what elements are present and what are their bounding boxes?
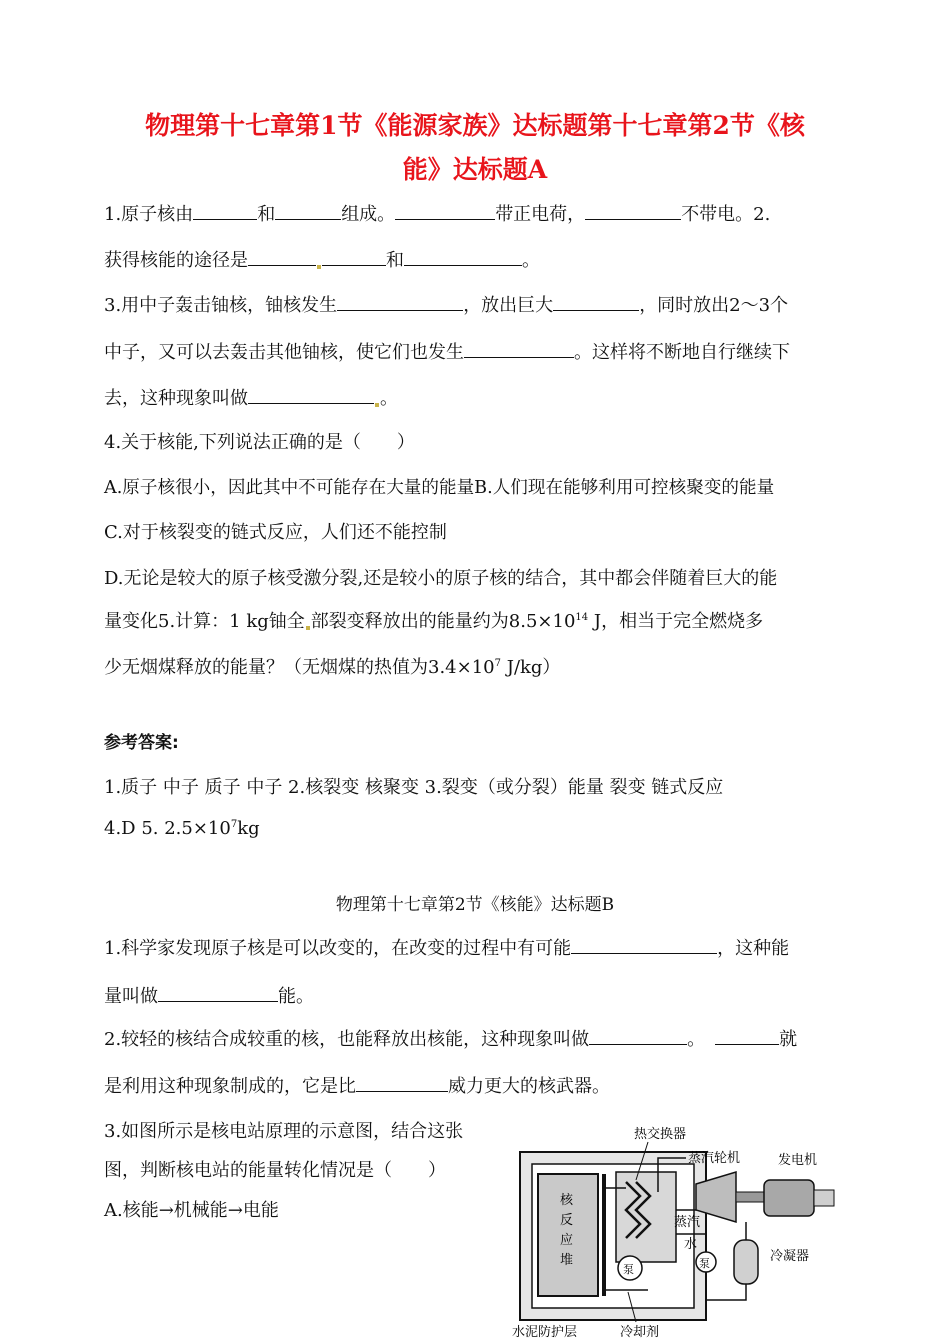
turbine-shaft bbox=[736, 1192, 766, 1202]
question-3-line-3: 去，这种现象叫做 。 bbox=[104, 388, 398, 409]
question-3-line-2: 中子，又可以去轰击其他铀核，使它们也发生 。这样将不断地自行继续下 bbox=[104, 342, 790, 363]
section-b-title: 物理第十七章第2节《核能》达标题B bbox=[335, 895, 615, 915]
generator-end bbox=[814, 1190, 834, 1206]
question-b2: 2.较轻的核结合成较重的核，也能释放出核能，这种现象叫做 。 就 bbox=[104, 1029, 798, 1050]
label-water: 水 bbox=[684, 1237, 698, 1252]
heat-exchanger-body bbox=[616, 1172, 676, 1262]
question-b3-option-a: A.核能→机械能→电能 bbox=[104, 1200, 279, 1221]
label-reactor-2: 反 bbox=[560, 1213, 574, 1228]
answers-line-1: 1.质子 中子 质子 中子 2.核裂变 核聚变 3.裂变（或分裂）能量 裂变 链式反应 bbox=[104, 777, 724, 798]
label-heat-exchanger: 热交换器 bbox=[634, 1127, 687, 1142]
answers-heading: 参考答案: bbox=[104, 733, 179, 753]
question-5-line-2: 少无烟煤释放的能量？（无烟煤的热值为$3.4\times 10^7$ J/kg） bbox=[104, 657, 561, 678]
label-condenser: 冷凝器 bbox=[770, 1249, 810, 1264]
question-1: 1.原子核由 和 组成。 带正电荷， 不带电。2. bbox=[104, 204, 771, 225]
answers-line-2: 4.D 5. $2.5\times 10^7kg$ bbox=[104, 818, 260, 839]
document-title bbox=[100, 104, 850, 192]
title-line-2: 能》达标题A bbox=[402, 155, 548, 184]
question-3: 3.用中子轰击铀核，铀核发生 ，放出巨大 ，同时放出2～3个 bbox=[104, 295, 789, 316]
label-coolant: 冷却剂 bbox=[620, 1325, 660, 1340]
label-reactor-1: 核 bbox=[560, 1193, 574, 1208]
label-steam: 蒸汽 bbox=[674, 1215, 701, 1230]
question-b3: 3.如图所示是核电站原理的示意图，结合这张 bbox=[104, 1121, 464, 1142]
title-line-1: 物理第十七章第1节《能源家族》达标题第十七章第2节《核 bbox=[145, 111, 805, 140]
condenser bbox=[734, 1240, 758, 1284]
label-reactor-4: 堆 bbox=[560, 1253, 574, 1268]
question-5: 量变化5.计算：1 kg铀全 部裂变释放出的能量约为$8.5\times 10^{14}$ J，相当于完全燃烧多 bbox=[104, 611, 764, 632]
label-reactor-3: 应 bbox=[560, 1233, 574, 1248]
question-4-stem: 4.关于核能,下列说法正确的是（ ） bbox=[104, 432, 415, 453]
question-b1-line-2: 量叫做 能。 bbox=[104, 986, 314, 1007]
nuclear-plant-diagram bbox=[508, 1122, 848, 1340]
generator-body bbox=[764, 1180, 814, 1216]
label-pump-water: 泵 bbox=[699, 1257, 710, 1270]
label-generator: 发电机 bbox=[778, 1153, 818, 1168]
question-4-options-ab: A.原子核很小，因此其中不可能存在大量的能量B.人们现在能够利用可控核聚变的能量 bbox=[104, 478, 775, 498]
question-b1: 1.科学家发现原子核是可以改变的，在改变的过程中有可能 ，这种能 bbox=[104, 938, 790, 959]
label-shield: 水泥防护层 bbox=[512, 1325, 578, 1340]
question-b2-line-2: 是利用这种现象制成的，它是比 威力更大的核武器。 bbox=[104, 1076, 610, 1097]
question-b3-line-2: 图，判断核电站的能量转化情况是（ ） bbox=[104, 1160, 446, 1181]
label-pump-primary: 泵 bbox=[623, 1263, 634, 1276]
reactor-wall bbox=[602, 1174, 606, 1296]
question-4-option-d: D.无论是较大的原子核受激分裂,还是较小的原子核的结合，其中都会伴随着巨大的能 bbox=[104, 568, 778, 589]
label-turbine: 蒸汽轮机 bbox=[688, 1151, 741, 1166]
question-4-option-c: C.对于核裂变的链式反应，人们还不能控制 bbox=[104, 522, 447, 543]
question-2: 获得核能的途径是 和 。 bbox=[104, 250, 540, 271]
